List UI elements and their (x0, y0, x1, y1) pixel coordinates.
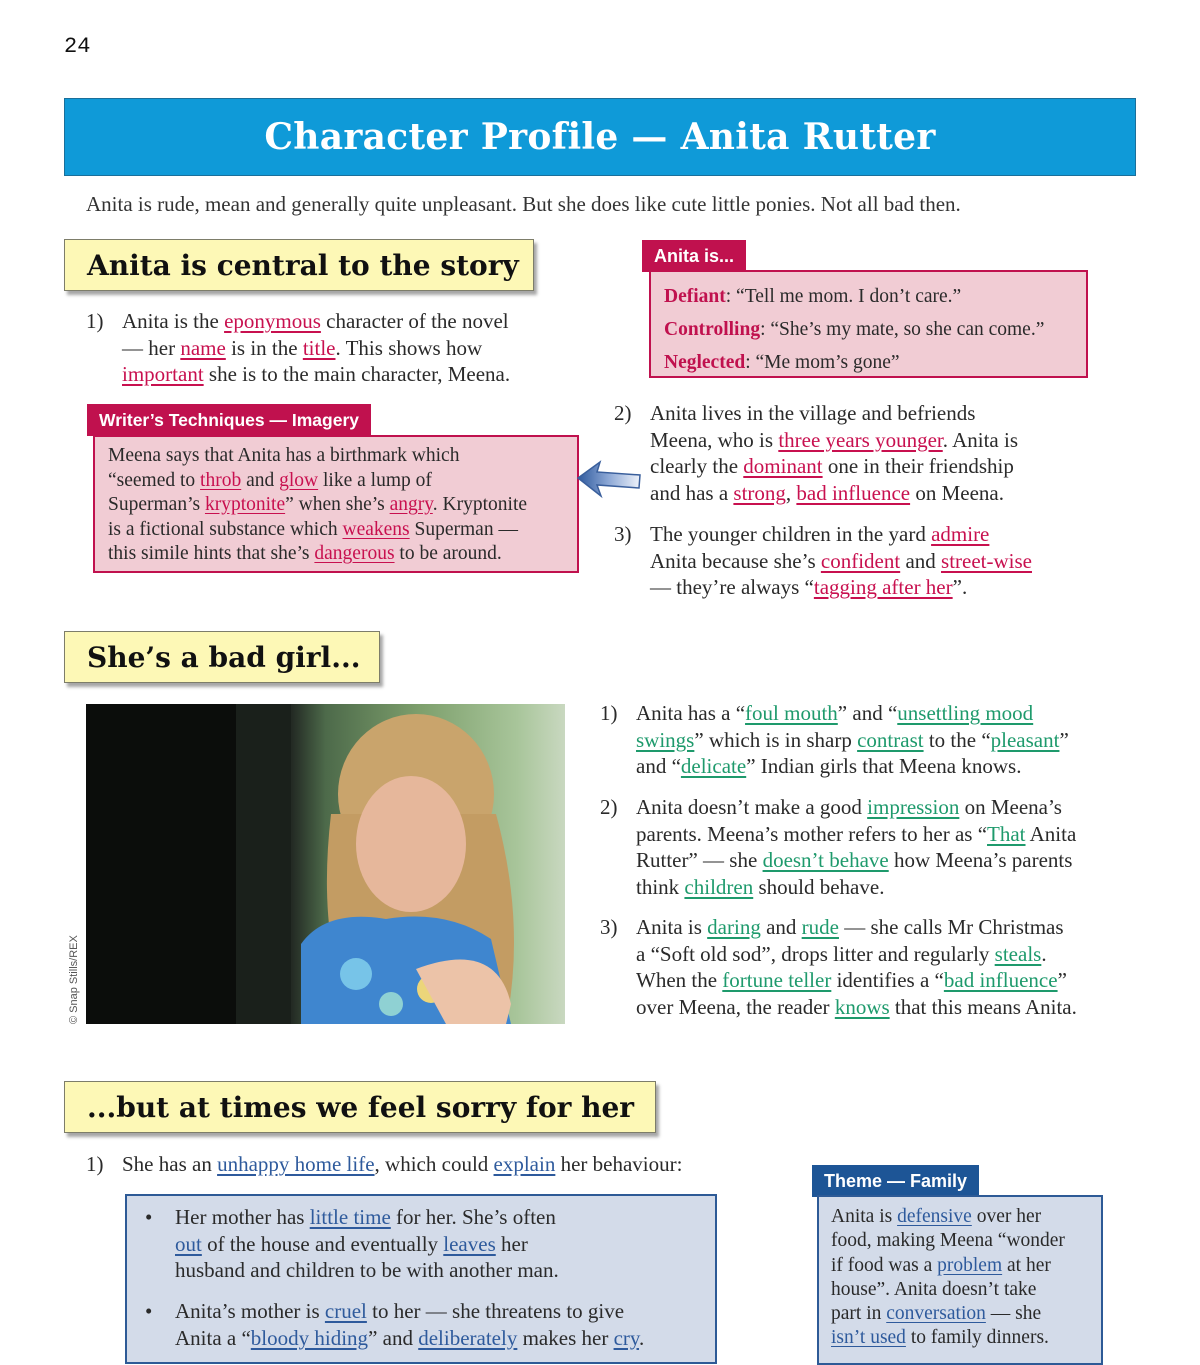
text-run: identifies a “ (831, 968, 944, 992)
text-run: Superman’s (108, 494, 205, 515)
keyword: three years younger (778, 427, 943, 452)
text-run: ” when she’s (285, 494, 390, 515)
text-line (636, 727, 1069, 754)
text-line (175, 1257, 559, 1284)
keyword: strong (733, 480, 786, 505)
keyword: problem (937, 1254, 1003, 1276)
text-run: Meena, who is (650, 427, 779, 452)
keyword: throb (200, 469, 242, 491)
item-number: 1) (86, 1152, 104, 1176)
text-line (831, 1254, 1101, 1278)
text-run: Anita’s mother is (175, 1299, 325, 1323)
item-number: 1) (86, 309, 104, 333)
text-run: — she (985, 1303, 1042, 1325)
page-number: 24 (64, 34, 91, 59)
text-run: her (495, 1231, 528, 1256)
text-run: — she calls Mr Christmas (838, 915, 1064, 939)
text-run: food, making Meena “wonder (831, 1230, 1065, 1252)
text-run: should behave. (753, 874, 885, 899)
keyword: unhappy home life (217, 1152, 375, 1176)
keyword: delicate (680, 754, 747, 778)
left-arrow-icon (570, 458, 645, 500)
text-line (108, 469, 577, 494)
text-run: Anita lives in the village and befriends (650, 401, 976, 425)
text-line (650, 400, 1018, 427)
text-run: — her (122, 335, 181, 360)
keyword: foul mouth (745, 701, 838, 725)
trait-label: Defiant (664, 286, 726, 307)
text-line (650, 548, 1032, 575)
text-run: on Meena. (910, 480, 1004, 505)
text-run: one in their friendship (822, 454, 1014, 478)
text-run: is a fictional substance which (108, 518, 343, 540)
text-line (650, 574, 1032, 601)
text-line (831, 1205, 1101, 1229)
text-run: part in (831, 1303, 887, 1325)
text-line (636, 994, 1077, 1021)
text-run: Rutter” — she (636, 848, 763, 872)
text-run: — they’re always “ (650, 575, 814, 599)
keyword: bloody hiding (250, 1325, 369, 1350)
text-line (650, 427, 1018, 454)
text-run: and (760, 915, 802, 939)
text-line (122, 361, 510, 388)
text-line (650, 521, 1032, 548)
text-line (175, 1204, 559, 1231)
item-number: 3) (614, 522, 632, 546)
text-run: of the house and eventually (201, 1231, 444, 1256)
text-line (636, 794, 1076, 821)
text-line (108, 542, 577, 567)
text-run: at her (1002, 1254, 1051, 1276)
trait-row (664, 313, 1086, 346)
section-heading-text: ...but at times we feel sorry for her (87, 1090, 635, 1124)
page-title: Character Profile — Anita Rutter (264, 116, 936, 158)
keyword: impression (867, 795, 960, 819)
item-number: 2) (600, 795, 618, 819)
text-line (108, 493, 577, 518)
keyword: That (987, 821, 1026, 846)
text-run: , which could (374, 1152, 494, 1176)
text-run: Anita because she’s (650, 548, 821, 573)
text-line (831, 1278, 1101, 1302)
keyword: cry (613, 1325, 640, 1350)
text-run: ” Indian girls that Meena knows. (746, 754, 1022, 778)
text-line (831, 1302, 1101, 1326)
text-run: When the (636, 968, 723, 992)
keyword: important (122, 362, 204, 386)
keyword: swings (636, 727, 695, 752)
item-text (636, 794, 1076, 900)
text-run: . Anita is (942, 427, 1019, 452)
text-line (636, 941, 1077, 968)
text-line (650, 480, 1018, 507)
item-number: 1) (600, 701, 618, 725)
text-run: if food was a (831, 1254, 938, 1276)
text-line (108, 444, 577, 469)
text-run: parents. Meena’s mother refers to her as “ (636, 821, 988, 846)
title-banner (64, 98, 1136, 176)
keyword: isn’t used (831, 1327, 906, 1349)
trait-label: Neglected (664, 352, 746, 373)
section-heading-sorry (64, 1081, 656, 1133)
section-heading-bad-girl (64, 631, 380, 683)
text-run: to family dinners. (905, 1327, 1049, 1349)
text-run: . (639, 1325, 645, 1350)
trait-quote: : “She’s my mate, so she can come.” (760, 319, 1045, 340)
text-line (175, 1298, 644, 1325)
text-run: she is to the main character, Meena. (203, 362, 511, 386)
keyword: angry (389, 494, 433, 515)
trait-quote: : “Tell me mom. I don’t care.” (725, 286, 962, 307)
section-heading-text: Anita is central to the story (87, 248, 519, 282)
text-run: and “ (636, 754, 681, 778)
text-run: Anita is the (122, 309, 225, 333)
keyword: little time (309, 1205, 391, 1229)
text-line (636, 967, 1077, 994)
theme-family-tab: Theme — Family (812, 1165, 979, 1197)
keyword: dangerous (314, 543, 395, 564)
trait-list (664, 280, 1086, 379)
text-run: ” (1057, 968, 1067, 992)
trait-row (664, 346, 1086, 379)
item-text (650, 400, 1018, 506)
text-run: Anita doesn’t make a good (636, 795, 868, 819)
text-run: Anita a “ (175, 1325, 251, 1350)
text-line (122, 335, 510, 362)
text-run: and has a (650, 480, 734, 505)
text-run: makes her (517, 1325, 614, 1350)
theme-family-box (817, 1195, 1103, 1365)
keyword: daring (707, 915, 761, 939)
section-heading-central (64, 239, 534, 291)
item-text (650, 521, 1032, 601)
keyword: pleasant (990, 727, 1060, 752)
keyword: glow (279, 469, 319, 491)
text-line (650, 453, 1018, 480)
text-run: her behaviour: (555, 1152, 683, 1176)
text-run: Superman — (409, 518, 518, 540)
trait-quote: : “Me mom’s gone” (745, 352, 900, 373)
writers-techniques-tab: Writer’s Techniques — Imagery (87, 404, 371, 436)
text-run: this simile hints that she’s (108, 543, 315, 564)
text-run: Anita is (831, 1206, 898, 1227)
anita-is-tab: Anita is... (642, 240, 746, 272)
text-run: ”. (952, 575, 968, 599)
keyword: weakens (342, 518, 410, 540)
item-text (636, 914, 1077, 1020)
text-run: , (785, 480, 797, 505)
text-run: to be around. (394, 543, 502, 564)
keyword: street-wise (941, 548, 1032, 573)
keyword: admire (931, 522, 990, 546)
text-run: and (241, 469, 280, 491)
text-run: over her (971, 1206, 1042, 1227)
text-line (175, 1325, 644, 1352)
keyword: deliberately (418, 1325, 518, 1350)
text-run: She has an (122, 1152, 218, 1176)
text-line (175, 1231, 559, 1258)
writers-techniques-box (93, 435, 579, 573)
text-run: husband and children to be with another man. (175, 1258, 559, 1282)
keyword: title (302, 335, 336, 360)
text-run: a “Soft old sod”, drops litter and regularly (636, 941, 995, 966)
text-line (636, 847, 1076, 874)
item-text (122, 1151, 682, 1178)
text-line (636, 753, 1069, 780)
keyword: knows (834, 994, 890, 1019)
text-run: ” (1059, 727, 1069, 752)
keyword: explain (493, 1152, 556, 1176)
keyword: conversation (886, 1303, 986, 1325)
intro-text: Anita is rude, mean and generally quite unpleasant. But she does like cute little ponies. Not all bad then. (86, 192, 961, 216)
keyword: unsettling mood (897, 701, 1034, 725)
keyword: children (684, 874, 754, 899)
text-run: Her mother has (175, 1205, 310, 1229)
text-run: Anita is (636, 915, 708, 939)
text-line (122, 1151, 682, 1178)
item-text (122, 308, 510, 388)
text-run: Meena says that Anita has a birthmark which (108, 445, 460, 466)
item-text (636, 700, 1069, 780)
text-line (636, 821, 1076, 848)
text-run: Anita (1025, 821, 1077, 846)
trait-label: Controlling (664, 319, 761, 340)
photo-illustration (86, 704, 565, 1024)
home-life-box (125, 1194, 717, 1364)
imagery-text (108, 444, 577, 567)
text-run: character of the novel (320, 309, 509, 333)
text-line (831, 1326, 1101, 1350)
theme-family-text (831, 1205, 1101, 1351)
text-run: clearly the (650, 454, 744, 478)
trait-row (664, 280, 1086, 313)
text-run: how Meena’s parents (888, 848, 1073, 872)
bullet-icon: • (145, 1205, 153, 1229)
keyword: fortune teller (722, 968, 832, 992)
keyword: bad influence (796, 480, 911, 505)
text-run: ” which is in sharp (694, 727, 858, 752)
keyword: name (180, 335, 226, 360)
text-line (636, 874, 1076, 901)
photo-credit: © Snap Stills/REX (68, 935, 80, 1024)
anita-photo (86, 704, 565, 1024)
text-run: The younger children in the yard (650, 522, 932, 546)
text-run: that this means Anita. (889, 994, 1077, 1019)
bullet-text (175, 1204, 559, 1284)
text-line (831, 1229, 1101, 1253)
text-run: ” and (368, 1325, 419, 1350)
keyword: bad influence (943, 968, 1058, 992)
text-run: is in the (225, 335, 303, 360)
text-run: to the “ (923, 727, 991, 752)
keyword: eponymous (224, 309, 321, 333)
keyword: cruel (324, 1299, 367, 1323)
item-number: 2) (614, 401, 632, 425)
keyword: defensive (897, 1206, 972, 1227)
text-line (108, 518, 577, 543)
bullet-text (175, 1298, 644, 1351)
text-run: and (900, 548, 942, 573)
text-run: . This shows how (335, 335, 483, 360)
keyword: tagging after her (813, 575, 953, 599)
text-run: . (1041, 941, 1047, 966)
text-run: like a lump of (318, 469, 432, 491)
item-number: 3) (600, 915, 618, 939)
text-run: ” and “ (837, 701, 898, 725)
text-run: on Meena’s (959, 795, 1062, 819)
text-run: think (636, 874, 685, 899)
text-line (636, 700, 1069, 727)
keyword: out (175, 1231, 202, 1256)
text-run: to her — she threatens to give (366, 1299, 625, 1323)
text-run: . Kryptonite (432, 494, 528, 515)
keyword: confident (820, 548, 901, 573)
keyword: kryptonite (204, 494, 286, 515)
keyword: rude (801, 915, 839, 939)
anita-is-box (649, 270, 1088, 378)
keyword: leaves (443, 1231, 496, 1256)
bullet-icon: • (145, 1299, 153, 1323)
keyword: steals (994, 941, 1042, 966)
keyword: doesn’t behave (762, 848, 889, 872)
section-heading-text: She’s a bad girl... (87, 640, 361, 674)
text-run: Anita has a “ (636, 701, 746, 725)
text-line (636, 914, 1077, 941)
text-run: for her. She’s often (390, 1205, 556, 1229)
text-run: “seemed to (108, 469, 201, 491)
text-run: over Meena, the reader (636, 994, 835, 1019)
keyword: contrast (857, 727, 924, 752)
text-line (122, 308, 510, 335)
text-run: house”. Anita doesn’t take (831, 1278, 1037, 1300)
keyword: dominant (743, 454, 823, 478)
